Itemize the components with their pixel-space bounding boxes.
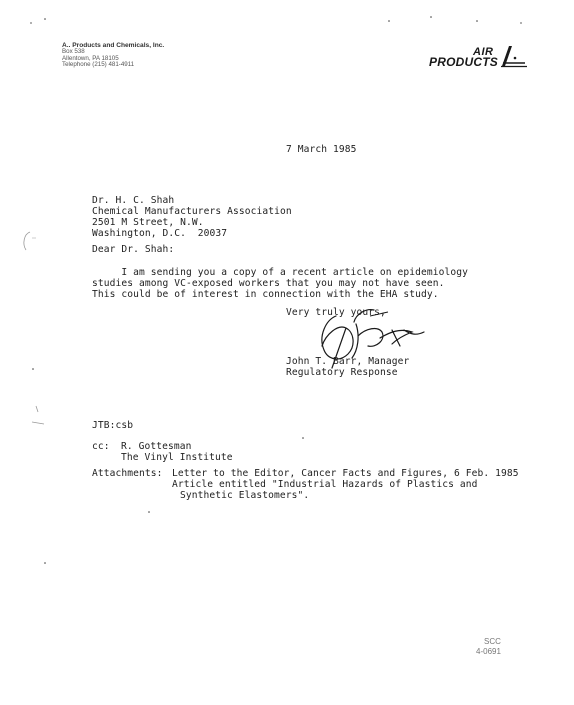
letterhead-address xyxy=(62,43,164,69)
scan-speck xyxy=(44,562,46,564)
cc-recipient: The Vinyl Institute xyxy=(121,452,233,463)
attachment-item: Letter to the Editor, Cancer Facts and Figures, 6 Feb. 1985 xyxy=(172,468,519,479)
logo-products-text: PRODUCTS xyxy=(429,55,498,69)
scan-speck xyxy=(476,20,478,22)
scan-speck xyxy=(148,511,150,513)
scan-speck xyxy=(520,22,522,24)
cc-recipient: R. Gottesman xyxy=(121,441,192,452)
reference-initials: JTB:csb xyxy=(92,420,134,431)
address-line: 2501 M Street, N.W. xyxy=(92,217,204,228)
letter-date: 7 March 1985 xyxy=(286,144,357,155)
archive-stamp xyxy=(476,637,501,657)
company-name: A.. Products and Chemicals, Inc. xyxy=(62,42,165,49)
stamp-line: 4-0691 xyxy=(476,647,501,656)
company-phone: Telephone (215) 481-4911 xyxy=(62,61,135,69)
signer-title: Regulatory Response xyxy=(286,367,398,378)
signer-name: John T. Barr, Manager xyxy=(286,356,410,367)
scan-speck xyxy=(388,20,390,22)
attachments-label: Attachments: xyxy=(92,468,163,479)
logo-mark-icon xyxy=(499,44,529,70)
company-box: Box 538 xyxy=(62,48,85,56)
stamp-line: SCC xyxy=(484,637,501,646)
address-line: Washington, D.C. 20037 xyxy=(92,228,228,239)
letter-body xyxy=(92,267,468,300)
scan-speck xyxy=(30,22,32,24)
address-line: Chemical Manufacturers Association xyxy=(92,206,292,217)
scan-speck xyxy=(32,368,34,370)
air-products-logo xyxy=(429,44,529,74)
hole-punch-mark-icon xyxy=(18,228,38,258)
body-line: This could be of interest in connection with the EHA study. xyxy=(92,289,439,300)
scan-speck xyxy=(44,18,46,20)
hole-punch-mark-icon xyxy=(28,402,48,430)
recipient-address xyxy=(92,195,292,239)
scan-speck xyxy=(430,16,432,18)
logo-air-text: AIR xyxy=(473,46,494,58)
attachment-item: Synthetic Elastomers". xyxy=(180,490,310,501)
body-line: studies among VC-exposed workers that you may not have seen. xyxy=(92,278,445,289)
cc-label: cc: xyxy=(92,441,110,452)
salutation: Dear Dr. Shah: xyxy=(92,244,175,255)
closing: Very truly yours, xyxy=(286,307,386,318)
body-line: I am sending you a copy of a recent article on epidemiology xyxy=(92,267,469,278)
scan-speck xyxy=(302,437,304,439)
attachment-item: Article entitled "Industrial Hazards of Plastics and xyxy=(172,479,478,490)
address-line: Dr. H. C. Shah xyxy=(92,195,175,206)
company-city: Allentown, PA 18105 xyxy=(62,54,119,62)
